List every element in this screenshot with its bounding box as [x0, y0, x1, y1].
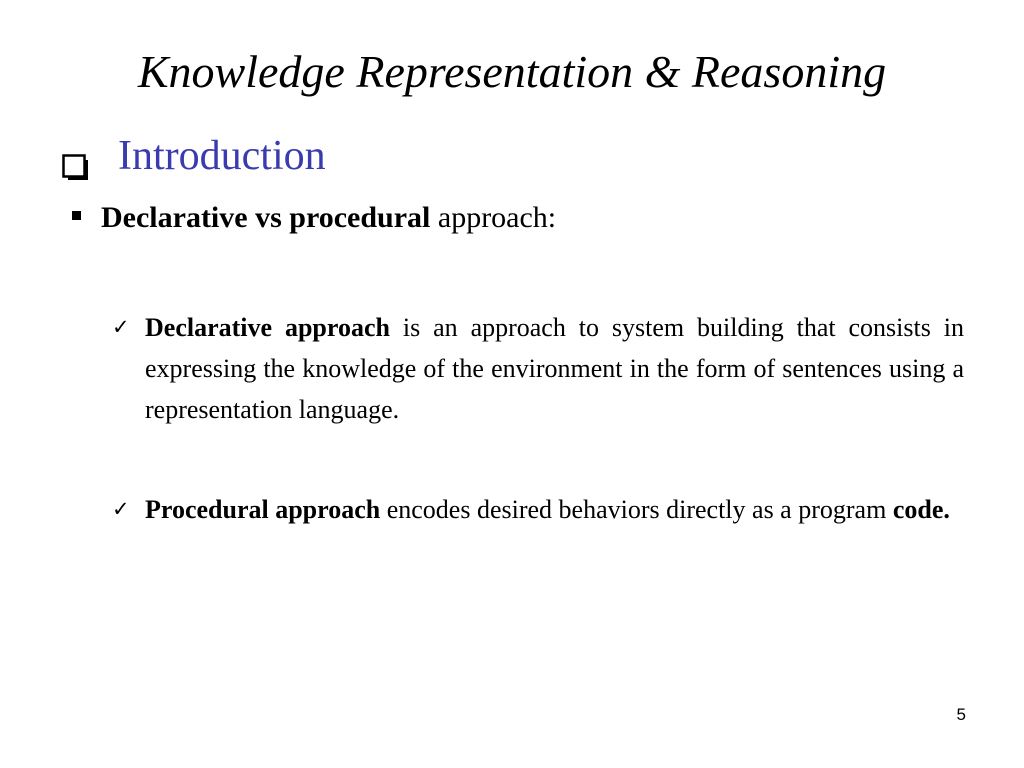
slide-title: Knowledge Representation & Reasoning [137, 46, 887, 97]
bullet-text [101, 196, 556, 240]
checkmark-icon: ✓ [112, 315, 130, 339]
page-number: 5 [956, 705, 966, 724]
point-procedural-approach [112, 489, 964, 530]
bullet-declarative-vs-procedural [72, 196, 556, 240]
point-text [145, 489, 964, 530]
point-bold-text: Procedural approach [145, 495, 381, 524]
point-declarative-approach [112, 307, 964, 430]
point-bold-end-text: code. [892, 495, 950, 524]
bullet-rest-text: approach: [430, 201, 557, 234]
square-bullet-icon [72, 211, 81, 220]
bullet-bold-text: Declarative vs procedural [101, 201, 431, 234]
section-label: Introduction [118, 133, 326, 179]
section-heading [62, 130, 326, 182]
point-bold-text: Declarative approach [145, 313, 390, 342]
point-text [145, 307, 964, 430]
checkbox-square-icon [62, 143, 90, 171]
point-rest-text: is an approach to system building that consists in expressing the knowledge of the environment in the form of sentences using a representation language. [145, 313, 964, 424]
checkmark-icon: ✓ [112, 497, 130, 521]
point-rest-text: encodes desired behaviors directly as a program [380, 495, 893, 524]
